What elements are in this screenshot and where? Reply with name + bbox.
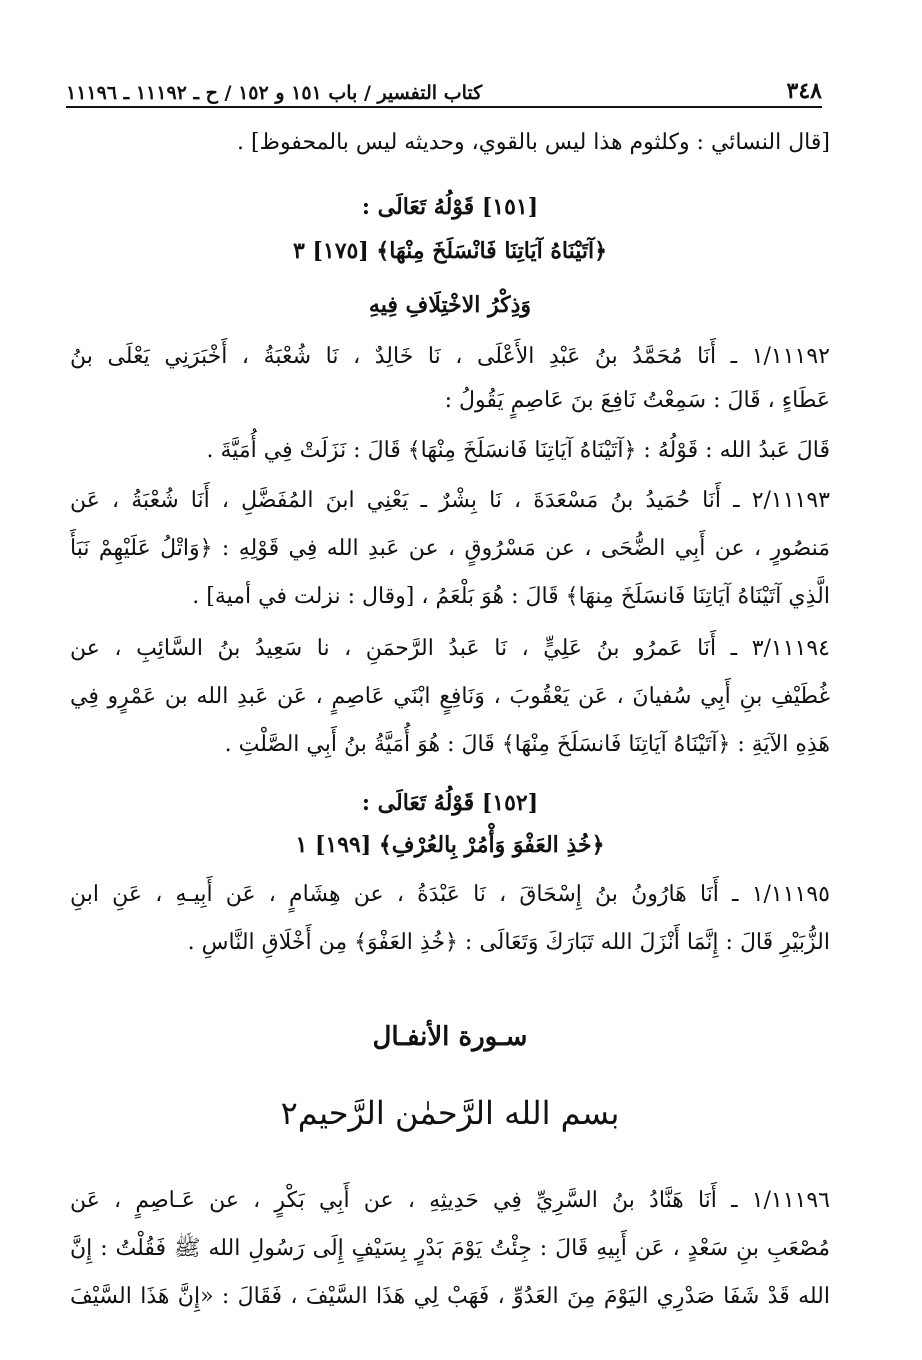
page-header [66, 70, 822, 104]
hadith-11194-line-3: هَذِهِ الآيَةِ : ﴿آتَيْنَاهُ آيَاتِنَا فَانسَلَخَ مِنْهَا﴾ قَالَ : هُوَ أُمَيَّةُ بنُ أَبِي الصَّلْتِ . [224, 732, 830, 757]
hadith-11193-line-2: مَنصُورٍ ، عن أَبِي الضُّحَى ، عن مَسْرُوقٍ ، عن عَبدِ الله فِي قَوْلِهِ : ﴿وَاتْلُ عَلَيْهِمْ نَبَأَ [70, 536, 830, 561]
hadith-11196-line-3: الله قَدْ شَفَا صَدْرِي اليَوْمَ مِنَ العَدُوِّ ، فَهَبْ لِي هَذَا السَّيْفَ ، فَقَالَ : «إِنَّ هَذَا السَّيْفَ [70, 1284, 830, 1309]
section-152-verse: ﴿خُذِ العَفْوَ وَأْمُرْ بِالعُرْفِ﴾ [١٩٩] ١ [295, 832, 605, 858]
basmala: بسم الله الرَّحمٰن الرَّحيم٢ [280, 1094, 620, 1132]
hadith-11192-line-2: عَطَاءٍ ، قَالَ : سَمِعْتُ نَافِعَ بنَ عَاصِمٍ يَقُولُ : [444, 388, 830, 413]
section-151-verse: ﴿آتَيْنَاهُ آيَاتِنَا فَانْسَلَخَ مِنْهَا﴾ [١٧٥] ٣ [292, 238, 608, 264]
editor-note: [قال النسائي : وكلثوم هذا ليس بالقوي، وحديثه ليس بالمحفوظ] . [237, 130, 830, 155]
section-151-subtitle: وَذِكْرُ الاخْتِلَافِ فِيهِ [368, 292, 532, 318]
hadith-11196-line-1: ١/١١١٩٦ ـ أَنَا هَنَّادُ بنُ السَّرِيِّ فِي حَدِيثِهِ ، عن أَبِي بَكْرٍ ، عن عَـاصِمٍ ، عَن [70, 1188, 830, 1213]
hadith-11193-line-1: ٢/١١١٩٣ ـ أَنَا حُمَيدُ بنُ مَسْعَدَةَ ، نَا بِشْرٌ ـ يَعْنِي ابنَ المُفَضَّلِ ، أَنَا شُعْبَةُ ، عَن [70, 488, 830, 513]
hadith-11195-line-2: الزُّبَيْرِ قَالَ : إِنَّمَا أَنْزَلَ الله تَبَارَكَ وَتَعَالَى : ﴿خُذِ العَفْوَ﴾ مِن أَخْلَاقِ النَّاسِ . [187, 930, 830, 955]
page-number: ٣٤٨ [786, 78, 822, 104]
header-rule [66, 106, 822, 108]
hadith-11194-line-1: ٣/١١١٩٤ ـ أَنَا عَمرُو بنُ عَلِيٍّ ، نَا عَبدُ الرَّحمَنِ ، نا سَعِيدُ بنُ السَّائِبِ ، عن [70, 636, 830, 661]
hadith-11196-line-2: مُصْعَبِ بنِ سَعْدٍ ، عَن أَبِيهِ قَالَ : جِئْتُ يَوْمَ بَدْرٍ بِسَيْفٍ إِلَى رَسُولِ الله ﷺ فَقُلْتُ : إِنَّ [70, 1236, 830, 1261]
surah-title: سـورة الأنفـال [372, 1022, 528, 1052]
hadith-11193-line-3: الَّذِي آتَيْنَاهُ آيَاتِنَا فَانسَلَخَ مِنهَا﴾ قَالَ : هُوَ بَلْعَمُ ، [وقال : نزلت في أمية] . [192, 584, 830, 609]
hadith-11195-line-1: ١/١١١٩٥ ـ أَنَا هَارُونُ بنُ إِسْحَاقَ ، نَا عَبْدَةُ ، عن هِشَامٍ ، عَن أَبِيـهِ ، عَنِ ابنِ [70, 882, 830, 907]
hadith-11192-line-1: ١/١١١٩٢ ـ أَنَا مُحَمَّدُ بنُ عَبْدِ الأَعْلَى ، نَا خَالِدٌ ، نَا شُعْبَةُ ، أَخْبَرَنِي يَعْلَى بنُ [70, 344, 830, 369]
section-151-title: [١٥١] قَوْلُهُ تَعَالَى : [361, 194, 539, 220]
section-152-title: [١٥٢] قَوْلُهُ تَعَالَى : [361, 790, 539, 816]
hadith-11194-line-2: غُطَيْفِ بنِ أَبِي سُفيانَ ، عَن يَعْقُوبَ ، وَنَافِعٍ ابْنَي عَاصِمٍ ، عَن عَبدِ الله بن عَمْرٍو فِي [70, 684, 830, 709]
running-title: كتاب التفسير / باب ١٥١ و ١٥٢ / ح ـ ١١١٩٢ ـ ١١١٩٦ [66, 82, 483, 104]
hadith-11192-line-3: قَالَ عَبدُ الله : قَوْلُهُ : ﴿آتَيْنَاهُ آيَاتِنَا فَانسَلَخَ مِنْهَا﴾ قَالَ : نَزَلَتْ فِي أُمَيَّةَ . [206, 438, 830, 463]
